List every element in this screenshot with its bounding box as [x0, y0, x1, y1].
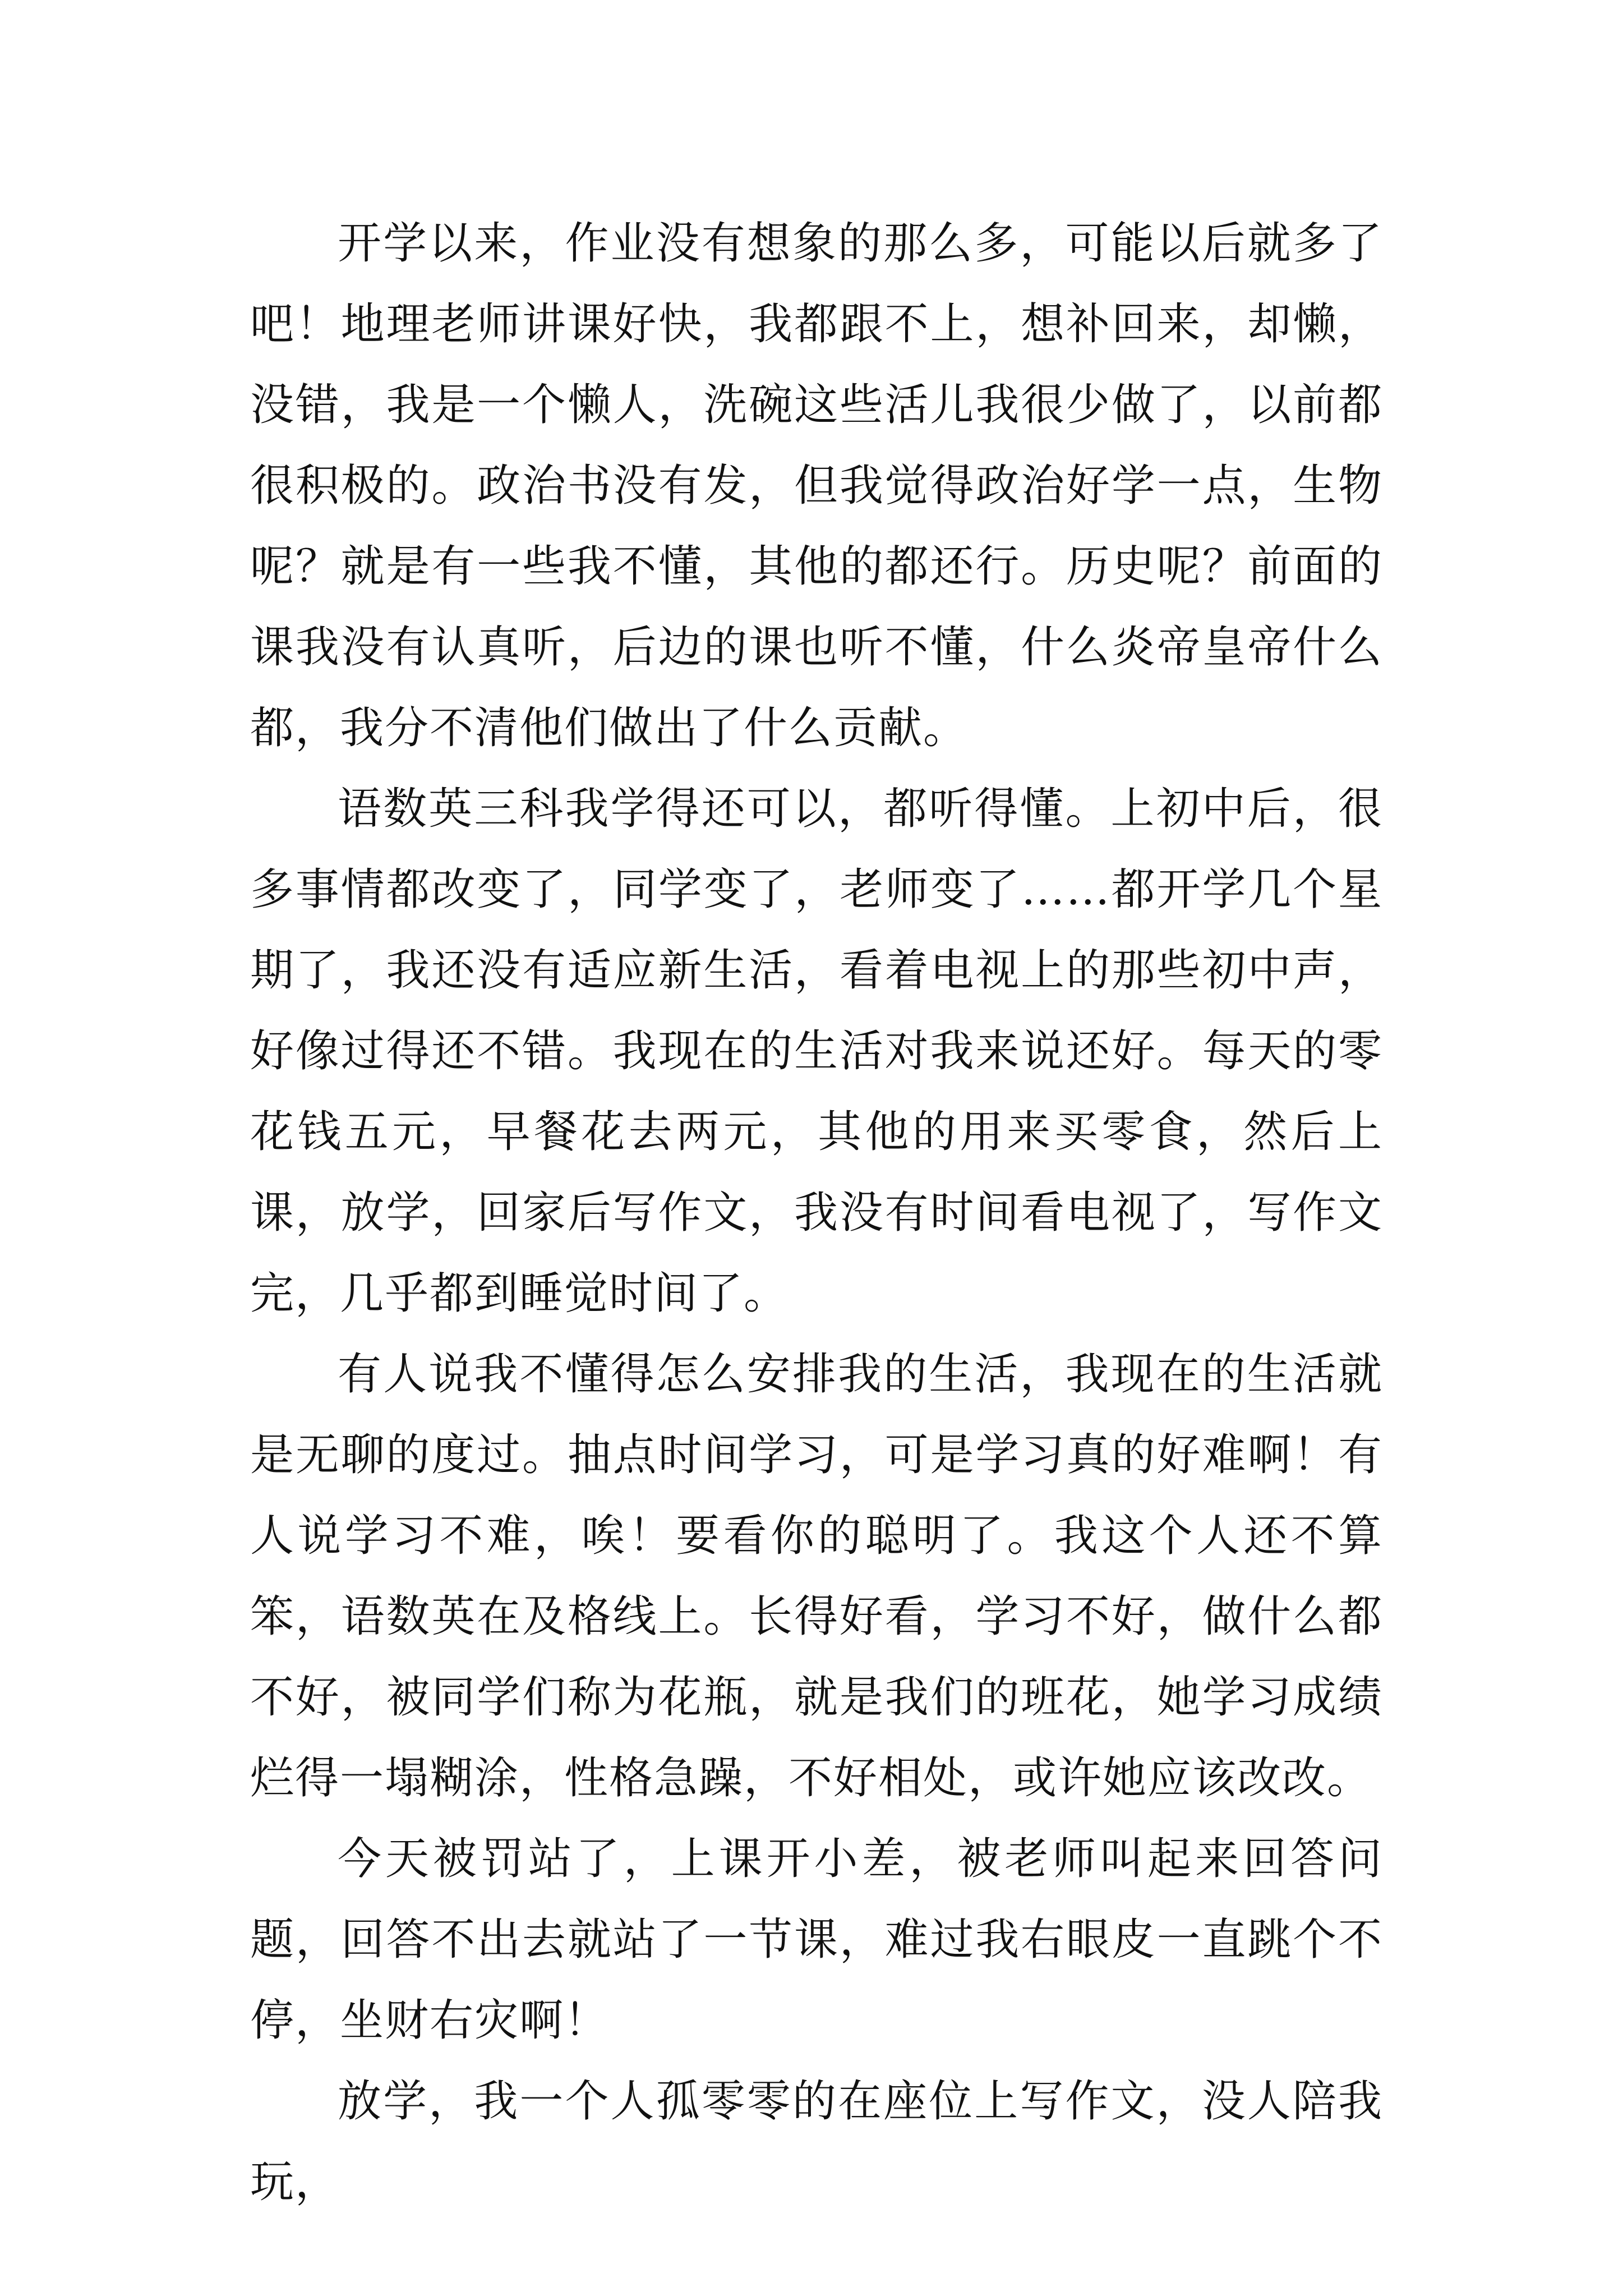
paragraph: 语数英三科我学得还可以，都听得懂。上初中后，很多事情都改变了，同学变了，老师变了……都开学几个星期了，我还没有适应新生活，看着电视上的那些初中声，好像过得还不错。我现在的生活对我来说还好。每天的零花钱五元，早餐花去两元，其他的用来买零食，然后上课，放学，回家后写作文，我没有时间看电视了，写作文完，几乎都到睡觉时间了。 — [250, 784, 1383, 1319]
paragraph: 开学以来，作业没有想象的那么多，可能以后就多了吧！地理老师讲课好快，我都跟不上，想补回来，却懒，没错，我是一个懒人，洗碗这些活儿我很少做了，以前都很积极的。政治书没有发，但我觉得政治好学一点，生物呢？就是有一些我不懂，其他的都还行。历史呢？前面的课我没有认真听，后边的课也听不懂，什么炎帝皇帝什么都，我分不清他们做出了什么贡献。 — [250, 218, 1383, 753]
paragraph: 有人说我不懂得怎么安排我的生活，我现在的生活就是无聊的度过。抽点时间学习，可是学习真的好难啊！有人说学习不难，唉！要看你的聪明了。我这个人还不算笨，语数英在及格线上。长得好看，学习不好，做什么都不好，被同学们称为花瓶，就是我们的班花，她学习成绩烂得一塌糊涂，性格急躁，不好相处，或许她应该改改。 — [250, 1349, 1383, 1803]
paragraph: 放学，我一个人孤零零的在座位上写作文，没人陪我玩， — [250, 2076, 1383, 2207]
paragraph: 今天被罚站了，上课开小差，被老师叫起来回答问题，回答不出去就站了一节课，难过我右眼皮一直跳个不停，坐财右灾啊！ — [250, 1834, 1383, 2046]
document-body — [250, 203, 1383, 2223]
